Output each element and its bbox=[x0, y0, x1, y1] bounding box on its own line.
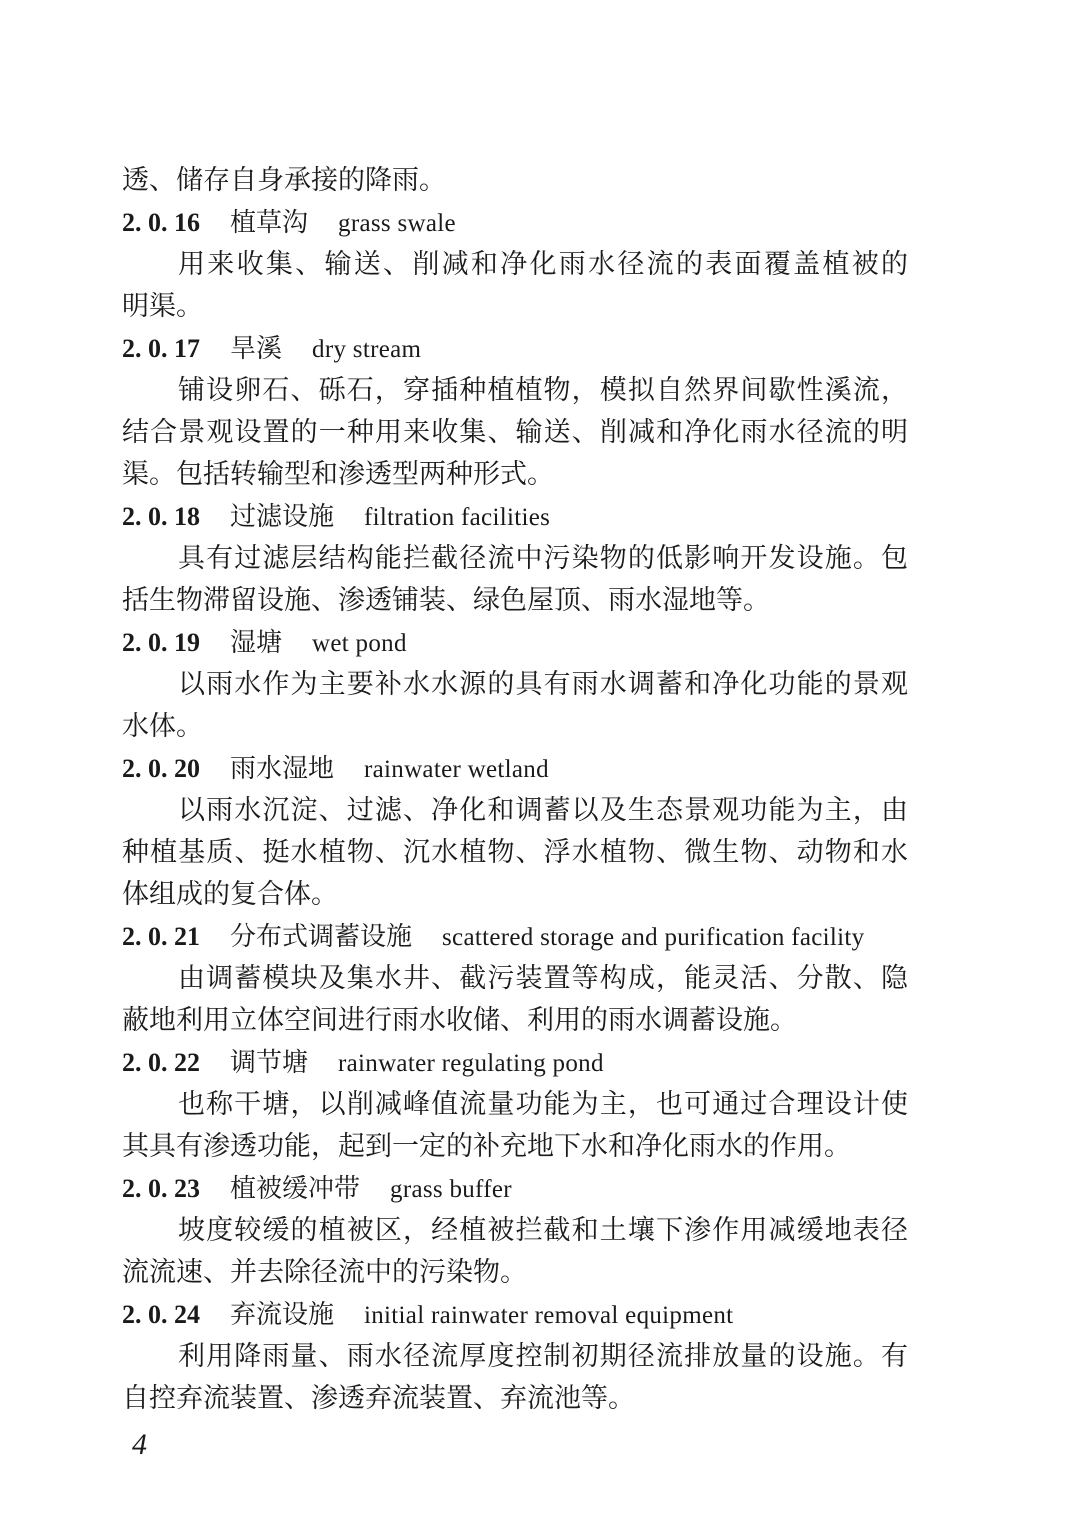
term-number: 2. 0. 18 bbox=[122, 502, 200, 531]
term-chinese: 植被缓冲带 bbox=[230, 1174, 361, 1204]
definition-line: 体组成的复合体。 bbox=[122, 879, 338, 910]
term-english: filtration facilities bbox=[364, 504, 551, 531]
term-english: rainwater regulating pond bbox=[338, 1050, 604, 1077]
term-heading bbox=[122, 916, 908, 958]
definition-line: 自控弃流装置、渗透弃流装置、弃流池等。 bbox=[122, 1383, 635, 1414]
term-english: grass buffer bbox=[390, 1176, 512, 1203]
definition-line: 也称干塘，以削减峰值流量功能为主，也可通过合理设计使 bbox=[178, 1089, 908, 1120]
term-heading bbox=[122, 1042, 908, 1084]
definition-line: 由调蓄模块及集水井、截污装置等构成，能灵活、分散、隐 bbox=[178, 963, 908, 994]
term-english: rainwater wetland bbox=[364, 756, 549, 783]
definition-line: 坡度较缓的植被区，经植被拦截和土壤下渗作用减缓地表径 bbox=[178, 1215, 908, 1246]
term-chinese: 湿塘 bbox=[230, 628, 283, 658]
definition-line: 结合景观设置的一种用来收集、输送、削减和净化雨水径流的明 bbox=[122, 417, 908, 448]
term-heading bbox=[122, 622, 908, 664]
definition-line: 明渠。 bbox=[122, 291, 203, 322]
term-english: dry stream bbox=[312, 336, 422, 363]
definition-line: 蔽地利用立体空间进行雨水收储、利用的雨水调蓄设施。 bbox=[122, 1005, 797, 1036]
definition-line: 用来收集、输送、削减和净化雨水径流的表面覆盖植被的 bbox=[178, 249, 908, 280]
term-english: wet pond bbox=[312, 630, 407, 657]
term-chinese: 雨水湿地 bbox=[230, 754, 335, 784]
definition-line: 具有过滤层结构能拦截径流中污染物的低影响开发设施。包 bbox=[178, 543, 908, 574]
term-heading bbox=[122, 328, 908, 370]
term-number: 2. 0. 17 bbox=[122, 334, 200, 363]
definition-line: 以雨水沉淀、过滤、净化和调蓄以及生态景观功能为主，由 bbox=[178, 795, 908, 826]
definition-line: 渠。包括转输型和渗透型两种形式。 bbox=[122, 459, 554, 490]
term-heading bbox=[122, 1168, 908, 1210]
term-chinese: 植草沟 bbox=[230, 208, 309, 238]
term-heading bbox=[122, 496, 908, 538]
term-english: initial rainwater removal equipment bbox=[364, 1302, 734, 1329]
term-english: grass swale bbox=[338, 210, 456, 237]
term-english: scattered storage and purification facility bbox=[442, 924, 865, 951]
term-number: 2. 0. 23 bbox=[122, 1174, 200, 1203]
term-chinese: 过滤设施 bbox=[230, 502, 335, 532]
term-heading bbox=[122, 748, 908, 790]
term-number: 2. 0. 24 bbox=[122, 1300, 200, 1329]
term-chinese: 旱溪 bbox=[230, 334, 283, 364]
term-number: 2. 0. 20 bbox=[122, 754, 200, 783]
definition-line: 种植基质、挺水植物、沉水植物、浮水植物、微生物、动物和水 bbox=[122, 837, 908, 868]
page-number: 4 bbox=[132, 1428, 147, 1461]
definition-line: 流流速、并去除径流中的污染物。 bbox=[122, 1257, 527, 1288]
term-chinese: 分布式调蓄设施 bbox=[230, 922, 413, 952]
definition-line: 利用降雨量、雨水径流厚度控制初期径流排放量的设施。有 bbox=[178, 1341, 908, 1372]
definition-line: 水体。 bbox=[122, 711, 203, 742]
document-body bbox=[122, 160, 908, 1420]
definition-line: 其具有渗透功能，起到一定的补充地下水和净化雨水的作用。 bbox=[122, 1131, 851, 1162]
term-heading bbox=[122, 202, 908, 244]
definition-line: 铺设卵石、砾石，穿插种植植物，模拟自然界间歇性溪流， bbox=[178, 375, 908, 406]
term-chinese: 弃流设施 bbox=[230, 1300, 335, 1330]
term-chinese: 调节塘 bbox=[230, 1048, 309, 1078]
intro-line: 透、储存自身承接的降雨。 bbox=[122, 165, 446, 196]
definition-line: 以雨水作为主要补水水源的具有雨水调蓄和净化功能的景观 bbox=[178, 669, 908, 700]
term-number: 2. 0. 22 bbox=[122, 1048, 200, 1077]
term-number: 2. 0. 16 bbox=[122, 208, 200, 237]
term-number: 2. 0. 21 bbox=[122, 922, 200, 951]
term-number: 2. 0. 19 bbox=[122, 628, 200, 657]
term-heading bbox=[122, 1294, 908, 1336]
definition-line: 括生物滞留设施、渗透铺装、绿色屋顶、雨水湿地等。 bbox=[122, 585, 770, 616]
